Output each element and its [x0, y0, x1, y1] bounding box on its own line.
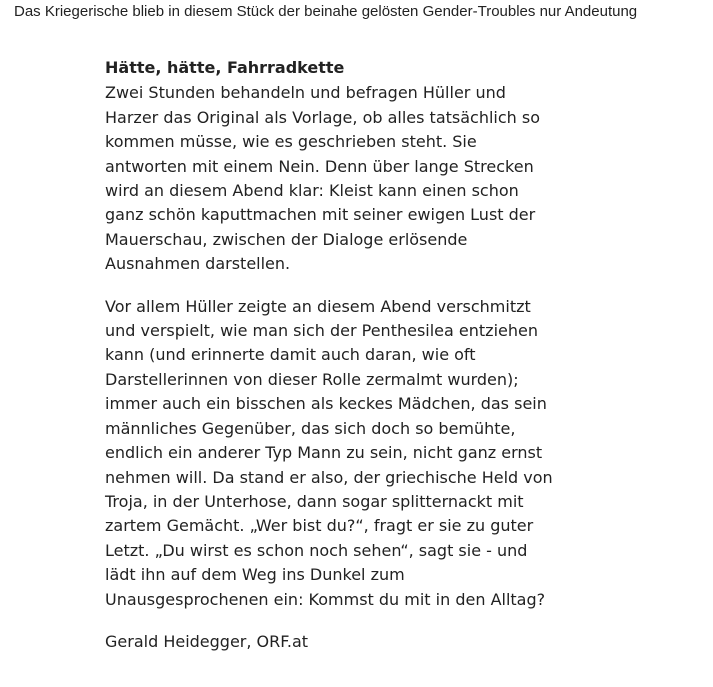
text-line: lädt ihn auf dem Weg ins Dunkel zum — [105, 565, 405, 585]
text-line: kommen müsse, wie es geschrieben steht. Sie — [105, 132, 477, 152]
text-line: kann (und erinnerte damit auch daran, wie oft — [105, 345, 476, 365]
text-line: Darstellerinnen von dieser Rolle zermalmt wurden); — [105, 369, 519, 389]
text-line: Unausgesprochenen ein: Kommst du mit in den Alltag? — [105, 589, 546, 609]
text-line: Harzer das Original als Vorlage, ob alles tatsächlich so — [105, 107, 541, 127]
text-line: Ausnahmen darstellen. — [105, 254, 291, 274]
image-caption: Das Kriegerische blieb in diesem Stück der beinahe gelösten Gender-Troubles nur Andeutung — [14, 3, 638, 20]
text-line: wird an diesem Abend klar: Kleist kann einen schon — [105, 181, 519, 201]
paragraph-2 — [105, 295, 605, 612]
author-byline: Gerald Heidegger, ORF.at — [105, 631, 309, 651]
text-line: zartem Gemächt. „Wer bist du?“, fragt er sie zu guter — [105, 516, 534, 536]
text-line: antworten mit einem Nein. Denn über lange Strecken — [105, 156, 534, 176]
text-line: Troja, in der Unterhose, dann sogar splitternackt mit — [105, 491, 524, 511]
text-line: ganz schön kaputtmachen mit seiner ewigen Lust der — [105, 205, 536, 225]
text-line: Mauerschau, zwischen der Dialoge erlösende — [105, 229, 468, 249]
text-line: nehmen will. Da stand er also, der griechische Held von — [105, 467, 553, 487]
text-line: und verspielt, wie man sich der Penthesilea entziehen — [105, 321, 538, 341]
section-heading: Hätte, hätte, Fahrradkette — [105, 58, 345, 77]
text-line: immer auch ein bisschen als keckes Mädchen, das sein — [105, 394, 547, 414]
text-line: Vor allem Hüller zeigte an diesem Abend verschmitzt — [105, 296, 531, 316]
text-line: Letzt. „Du wirst es schon noch sehen“, sagt sie - und — [105, 540, 528, 560]
article-body — [105, 56, 605, 654]
paragraph-1 — [105, 81, 605, 276]
text-line: männliches Gegenüber, das sich doch so bemühte, — [105, 418, 516, 438]
text-line: endlich ein anderer Typ Mann zu sein, nicht ganz ernst — [105, 443, 543, 463]
text-line: Zwei Stunden behandeln und befragen Hüller und — [105, 83, 506, 103]
